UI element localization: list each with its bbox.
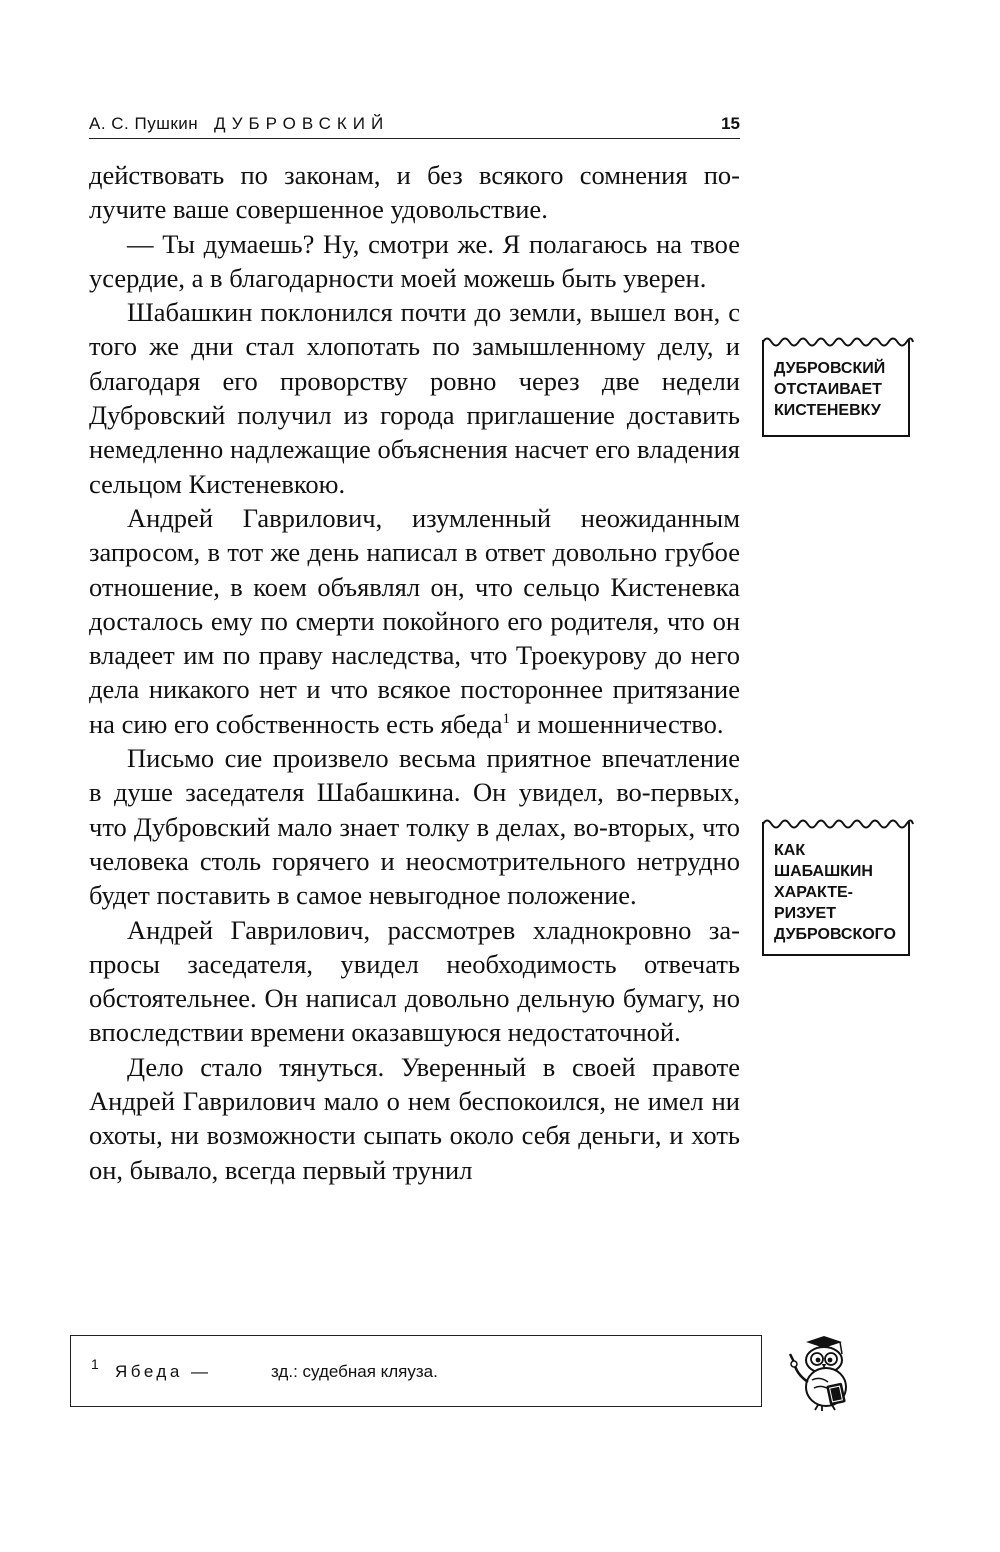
paragraph: действовать по законам, и без всякого сомнения получите ваше совершенное удовольствие.: [89, 160, 740, 225]
paragraph: [89, 501, 740, 741]
paragraph: — Ты думаешь? Ну, смотри же. Я полагаюсь на твое усердие, а в благодарности моей можешь быть уверен.: [89, 228, 740, 293]
paragraph: Дело стало тянуться. Уверенный в своей правоте Андрей Гаврилович мало о нем беспокоился, не имел ни охоты, ни возможности сыпать около себя деньги, и хоть он, бывало, всегда первый трунил: [89, 1051, 740, 1185]
main-text: [89, 158, 740, 1187]
header-author: А. С. Пушкин: [89, 114, 199, 133]
footnote-reference[interactable]: 1: [502, 710, 511, 727]
margin-note-text: ДУБРОВСКИЙ ОТСТАИВАЕТ КИСТЕНЕВКУ: [774, 360, 886, 419]
running-header: [89, 108, 740, 139]
margin-note-text: КАК ШАБАШКИН ХАРАКТЕ-РИЗУЕТ ДУБРОВСКОГО: [774, 842, 896, 943]
margin-note: [762, 822, 910, 956]
footnote: [70, 1335, 762, 1407]
wavy-edge-decoration: [762, 334, 914, 348]
footnote-number: 1: [91, 1356, 99, 1372]
paragraph: Шабашкин поклонился почти до земли, вышел вон, с того же дни стал хлопотать по замышленному делу, и благодаря его проворству ровно через две недели Дубровский получил из города приглашение доставить немедленно надлежащие объяснения насчет его владения сельцом Кистеневкою.: [89, 297, 740, 499]
paragraph: Андрей Гаврилович, рассмотрев хладнокровно запросы заседателя, увидел необходимость отвечать обстоятельнее. Он написал довольно дельную бумагу, но впоследствии времени оказавшуюся недостаточной.: [89, 914, 740, 1048]
footnote-term: Ябеда —: [115, 1362, 212, 1381]
footnote-text: зд.: судебная кляуза.: [271, 1362, 438, 1381]
owl-scholar-icon: [776, 1332, 866, 1412]
wavy-edge-decoration: [762, 816, 914, 830]
paragraph-text-tail: и мошенничество.: [510, 708, 724, 739]
header-title: ДУБРОВСКИЙ: [214, 114, 390, 133]
paragraph: Письмо сие произвело весьма приятное впечатление в душе заседателя Шабашкина. Он увидел, во-первых, что Дубровский мало знает толку в делах, во-вторых, что человека столь горячего и неосмотрительного нетрудно будет поставить в самое невыгодное положение.: [89, 743, 740, 911]
page-number: 15: [721, 114, 740, 133]
paragraph-text: Андрей Гаврилович, изумленный неожиданным запросом, в тот же день написал в ответ довольно грубое отношение, в коем объявлял он, что сельцо Кистеневка досталось ему по смерти покойного его родителя, что он владеет им по праву наследства, что Троекурову до него дела никакого нет и что всякое постороннее притязание на сию его собственность есть ябеда: [89, 502, 740, 739]
margin-note: [762, 340, 910, 437]
